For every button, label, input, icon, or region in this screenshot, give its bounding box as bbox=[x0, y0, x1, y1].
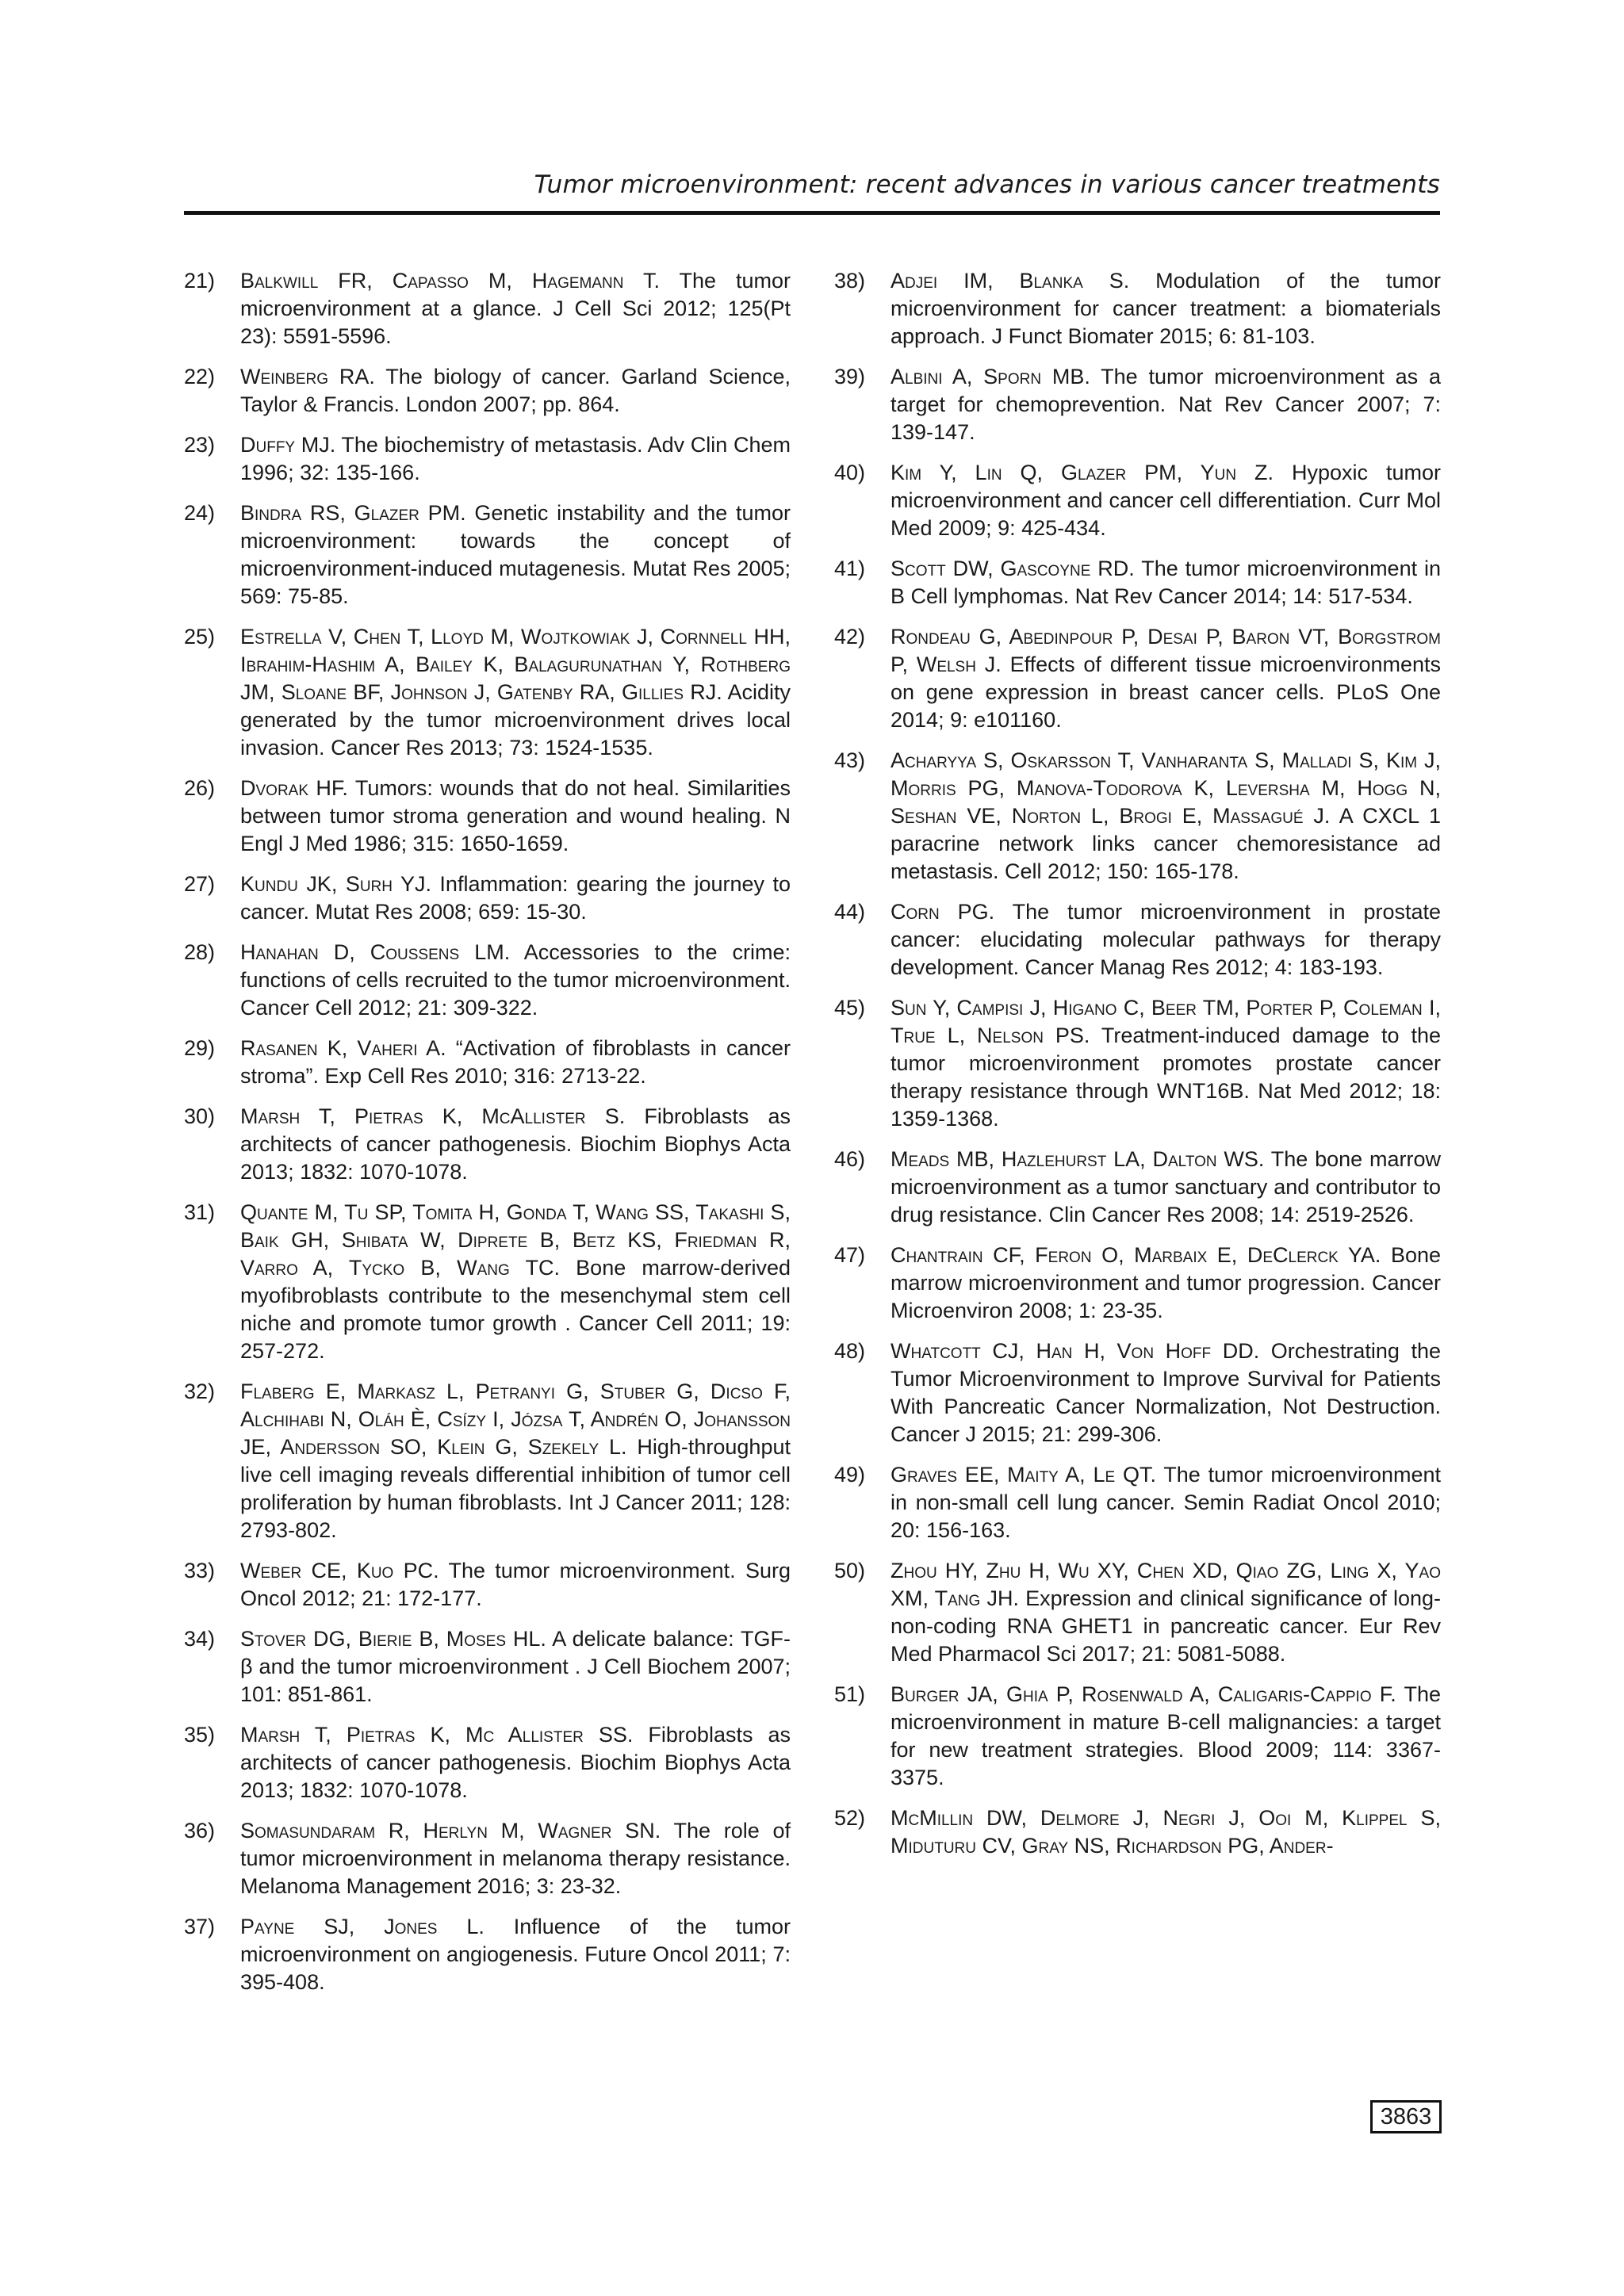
reference-entry bbox=[184, 267, 791, 350]
reference-details: “Activation of fibroblasts in cancer stroma”. Exp Cell Res 2010; 316: 2713-22. bbox=[240, 1036, 791, 1088]
reference-number: 28) bbox=[184, 940, 216, 964]
reference-details: The tumor microenvironment in prostate cancer: elucidating molecular pathways for therapy development. Cancer Manag Res 2012; 4: 183-193. bbox=[891, 900, 1442, 979]
reference-number: 34) bbox=[184, 1627, 216, 1651]
reference-entry bbox=[834, 459, 1441, 542]
reference-entry bbox=[834, 898, 1441, 982]
reference-number: 42) bbox=[834, 625, 866, 649]
reference-number: 29) bbox=[184, 1036, 216, 1060]
reference-citation bbox=[240, 1199, 791, 1365]
reference-entry bbox=[834, 363, 1441, 446]
reference-details: Bone marrow-derived myofibroblasts contribute to the mesenchymal stem cell niche and promote tumor growth . Cancer Cell 2011; 19: 257-272. bbox=[240, 1256, 791, 1363]
reference-entry bbox=[184, 1103, 791, 1186]
running-title: Tumor microenvironment: recent advances in various cancer treatments bbox=[534, 170, 1440, 199]
reference-entry bbox=[184, 1378, 791, 1544]
reference-details: Bone marrow microenvironment and tumor progression. Cancer Microenviron 2008; 1: 23-35. bbox=[891, 1243, 1442, 1322]
reference-authors: McMillin DW, Delmore J, Negri J, Ooi M, Klippel S, Miduturu CV, Gray NS, Richardson PG, Ander- bbox=[891, 1806, 1441, 1858]
reference-authors: Burger JA, Ghia P, Rosenwald A, Caligaris-Cappio F. bbox=[891, 1682, 1396, 1706]
reference-number: 38) bbox=[834, 269, 866, 293]
reference-entry bbox=[184, 1817, 791, 1900]
reference-citation bbox=[240, 1103, 791, 1186]
reference-entry bbox=[184, 623, 791, 762]
reference-citation bbox=[240, 499, 791, 610]
reference-details: The role of tumor microenvironment in melanoma therapy resistance. Melanoma Management 2016; 3: 23-32. bbox=[240, 1819, 791, 1898]
reference-authors: Bindra RS, Glazer PM. bbox=[240, 501, 466, 525]
reference-number: 48) bbox=[834, 1339, 866, 1363]
reference-entry bbox=[184, 775, 791, 858]
reference-number: 32) bbox=[184, 1380, 216, 1403]
reference-details: The biochemistry of metastasis. Adv Clin Chem 1996; 32: 135-166. bbox=[240, 433, 791, 484]
reference-number: 40) bbox=[834, 461, 866, 484]
reference-number: 22) bbox=[184, 365, 216, 388]
reference-entry bbox=[184, 1913, 791, 1996]
reference-authors: Whatcott CJ, Han H, Von Hoff DD. bbox=[891, 1339, 1260, 1363]
reference-authors: Somasundaram R, Herlyn M, Wagner SN. bbox=[240, 1819, 661, 1843]
reference-entry bbox=[184, 871, 791, 926]
reference-authors: Weber CE, Kuo PC. bbox=[240, 1559, 439, 1582]
header-rule bbox=[184, 211, 1440, 215]
reference-details: Fibroblasts as architects of cancer pathogenesis. Biochim Biophys Acta 2013; 1832: 1070-1078. bbox=[240, 1723, 791, 1802]
reference-citation bbox=[891, 1804, 1441, 1860]
references-right-column bbox=[834, 267, 1441, 1873]
reference-details: The tumor microenvironment in non-small cell lung cancer. Semin Radiat Oncol 2010; 20: 156-163. bbox=[891, 1463, 1441, 1542]
reference-authors: Adjei IM, Blanka S. bbox=[891, 269, 1130, 293]
reference-citation bbox=[240, 363, 791, 419]
reference-number: 21) bbox=[184, 269, 216, 293]
reference-citation bbox=[240, 623, 791, 762]
reference-entry bbox=[184, 1035, 791, 1090]
reference-authors: Duffy MJ. bbox=[240, 433, 336, 457]
reference-authors: Balkwill FR, Capasso M, Hagemann T. bbox=[240, 269, 660, 293]
reference-authors: Albini A, Sporn MB. bbox=[891, 365, 1090, 388]
reference-authors: Quante M, Tu SP, Tomita H, Gonda T, Wang SS, Takashi S, Baik GH, Shibata W, Diprete B, Betz KS, Friedman R, Varro A, Tycko B, Wang TC. bbox=[240, 1200, 791, 1280]
reference-authors: Scott DW, Gascoyne RD. bbox=[891, 557, 1135, 580]
reference-details: A delicate balance: TGF-β and the tumor microenvironment . J Cell Biochem 2007; 101: 851-861. bbox=[240, 1627, 791, 1706]
reference-details: Inflammation: gearing the journey to cancer. Mutat Res 2008; 659: 15-30. bbox=[240, 872, 791, 924]
reference-entry bbox=[834, 1461, 1441, 1544]
reference-citation bbox=[891, 1681, 1441, 1792]
reference-citation bbox=[891, 1146, 1441, 1229]
reference-citation bbox=[891, 898, 1441, 982]
reference-details: The microenvironment in mature B-cell malignancies: a target for new treatment strategies. Blood 2009; 114: 3367-3375. bbox=[891, 1682, 1441, 1789]
reference-number: 47) bbox=[834, 1243, 866, 1267]
reference-number: 31) bbox=[184, 1200, 216, 1224]
reference-authors: Stover DG, Bierie B, Moses HL. bbox=[240, 1627, 546, 1651]
reference-entry bbox=[834, 1337, 1441, 1448]
reference-details: Influence of the tumor microenvironment on angiogenesis. Future Oncol 2011; 7: 395-408. bbox=[240, 1915, 791, 1994]
reference-authors: Chantrain CF, Feron O, Marbaix E, DeClerck YA. bbox=[891, 1243, 1381, 1267]
reference-details: The tumor microenvironment as a target for chemoprevention. Nat Rev Cancer 2007; 7: 139-147. bbox=[891, 365, 1441, 444]
reference-entry bbox=[834, 1146, 1441, 1229]
reference-authors: Estrella V, Chen T, Lloyd M, Wojtkowiak J, Cornnell HH, Ibrahim-Hashim A, Bailey K, Balagurunathan Y, Rothberg JM, Sloane BF, Johnson J, Gatenby RA, Gillies RJ. bbox=[240, 625, 791, 704]
reference-number: 23) bbox=[184, 433, 216, 457]
reference-number: 51) bbox=[834, 1682, 866, 1706]
reference-entry bbox=[184, 1199, 791, 1365]
reference-details: Accessories to the crime: functions of cells recruited to the tumor microenvironment. Cancer Cell 2012; 21: 309-322. bbox=[240, 940, 791, 1020]
reference-details: Modulation of the tumor microenvironment for cancer treatment: a biomaterials approach. J Funct Biomater 2015; 6: 81-103. bbox=[891, 269, 1441, 348]
reference-citation bbox=[240, 1035, 791, 1090]
reference-authors: Rasanen K, Vaheri A. bbox=[240, 1036, 446, 1060]
reference-citation bbox=[891, 459, 1441, 542]
reference-number: 33) bbox=[184, 1559, 216, 1582]
reference-authors: Rondeau G, Abedinpour P, Desai P, Baron VT, Borgstrom P, Welsh J. bbox=[891, 625, 1441, 676]
reference-entry bbox=[834, 1804, 1441, 1860]
reference-number: 39) bbox=[834, 365, 866, 388]
reference-citation bbox=[240, 1817, 791, 1900]
reference-citation bbox=[240, 1378, 791, 1544]
reference-citation bbox=[891, 747, 1441, 886]
reference-details: Orchestrating the Tumor Microenvironment to Improve Survival for Patients With Pancreatic Cancer Normalization, Not Destruction. Cancer J 2015; 21: 299-306. bbox=[891, 1339, 1441, 1446]
reference-citation bbox=[240, 939, 791, 1022]
reference-details: Fibroblasts as architects of cancer pathogenesis. Biochim Biophys Acta 2013; 1832: 1070-1078. bbox=[240, 1104, 791, 1184]
reference-entry bbox=[184, 939, 791, 1022]
reference-details: Tumors: wounds that do not heal. Similarities between tumor stroma generation and wound healing. N Engl J Med 1986; 315: 1650-1659. bbox=[240, 776, 791, 855]
reference-number: 41) bbox=[834, 557, 866, 580]
reference-number: 43) bbox=[834, 748, 866, 772]
reference-details: The tumor microenvironment at a glance. J Cell Sci 2012; 125(Pt 23): 5591-5596. bbox=[240, 269, 791, 348]
reference-number: 24) bbox=[184, 501, 216, 525]
reference-citation bbox=[240, 431, 791, 487]
reference-details: High-throughput live cell imaging reveals differential inhibition of tumor cell proliferation by human fibroblasts. Int J Cancer 2011; 128: 2793-802. bbox=[240, 1435, 791, 1542]
reference-details: The tumor microenvironment. Surg Oncol 2012; 21: 172-177. bbox=[240, 1559, 791, 1610]
reference-citation bbox=[240, 775, 791, 858]
reference-details: The biology of cancer. Garland Science, Taylor & Francis. London 2007; pp. 864. bbox=[240, 365, 791, 416]
reference-number: 37) bbox=[184, 1915, 216, 1938]
reference-citation bbox=[891, 1242, 1441, 1325]
reference-entry bbox=[184, 1625, 791, 1709]
reference-entry bbox=[184, 363, 791, 419]
reference-number: 25) bbox=[184, 625, 216, 649]
reference-citation bbox=[891, 1337, 1441, 1448]
reference-authors: Acharyya S, Oskarsson T, Vanharanta S, Malladi S, Kim J, Morris PG, Manova-Todorova K, Leversha M, Hogg N, Seshan VE, Norton L, Brogi E, Massagué J. bbox=[891, 748, 1441, 828]
reference-citation bbox=[891, 623, 1441, 734]
reference-citation bbox=[240, 1625, 791, 1709]
reference-citation bbox=[240, 871, 791, 926]
reference-number: 26) bbox=[184, 776, 216, 800]
reference-number: 50) bbox=[834, 1559, 866, 1582]
reference-details: Acidity generated by the tumor microenvironment drives local invasion. Cancer Res 2013; 73: 1524-1535. bbox=[240, 680, 791, 760]
reference-citation bbox=[891, 267, 1441, 350]
reference-authors: Dvorak HF. bbox=[240, 776, 348, 800]
reference-authors: Marsh T, Pietras K, McAllister S. bbox=[240, 1104, 626, 1128]
reference-entry bbox=[184, 1721, 791, 1804]
reference-citation bbox=[891, 1461, 1441, 1544]
reference-authors: Weinberg RA. bbox=[240, 365, 375, 388]
reference-authors: Flaberg E, Markasz L, Petranyi G, Stuber G, Dicso F, Alchihabi N, Oláh È, Csízy I, Józsa T, Andrén O, Johansson JE, Andersson SO, Klein G, Szekely L. bbox=[240, 1380, 791, 1459]
reference-citation bbox=[891, 363, 1441, 446]
reference-entry bbox=[834, 994, 1441, 1133]
reference-details: Genetic instability and the tumor microenvironment: towards the concept of microenvironment-induced mutagenesis. Mutat Res 2005; 569: 75-85. bbox=[240, 501, 791, 608]
reference-authors: Corn PG. bbox=[891, 900, 995, 924]
reference-details: Effects of different tissue microenvironments on gene expression in breast cancer cells. PLoS One 2014; 9: e101160. bbox=[891, 652, 1442, 732]
reference-authors: Sun Y, Campisi J, Higano C, Beer TM, Porter P, Coleman I, True L, Nelson PS. bbox=[891, 996, 1441, 1047]
reference-citation bbox=[240, 1721, 791, 1804]
reference-authors: Graves EE, Maity A, Le QT. bbox=[891, 1463, 1156, 1487]
reference-details: A CXCL 1 paracrine network links cancer chemoresistance ad metastasis. Cell 2012; 150: 165-178. bbox=[891, 804, 1441, 883]
reference-entry bbox=[834, 747, 1441, 886]
reference-entry bbox=[834, 1242, 1441, 1325]
reference-authors: Meads MB, Hazlehurst LA, Dalton WS. bbox=[891, 1147, 1265, 1171]
reference-authors: Kundu JK, Surh YJ. bbox=[240, 872, 431, 896]
reference-authors: Hanahan D, Coussens LM. bbox=[240, 940, 511, 964]
page-number: 3863 bbox=[1370, 2100, 1442, 2133]
reference-authors: Kim Y, Lin Q, Glazer PM, Yun Z. bbox=[891, 461, 1274, 484]
reference-details: The tumor microenvironment in B Cell lymphomas. Nat Rev Cancer 2014; 14: 517-534. bbox=[891, 557, 1441, 608]
reference-authors: Payne SJ, Jones L. bbox=[240, 1915, 485, 1938]
reference-authors: Marsh T, Pietras K, Mc Allister SS. bbox=[240, 1723, 634, 1747]
reference-citation bbox=[240, 1557, 791, 1613]
reference-details: Hypoxic tumor microenvironment and cancer cell differentiation. Curr Mol Med 2009; 9: 425-434. bbox=[891, 461, 1441, 540]
references-left-column bbox=[184, 267, 791, 2009]
reference-number: 49) bbox=[834, 1463, 866, 1487]
reference-entry bbox=[184, 1557, 791, 1613]
reference-citation bbox=[240, 267, 791, 350]
reference-entry bbox=[834, 1557, 1441, 1668]
reference-details: Expression and clinical significance of long-non-coding RNA GHET1 in pancreatic cancer. Eur Rev Med Pharmacol Sci 2017; 21: 5081-5088. bbox=[891, 1586, 1442, 1666]
reference-citation bbox=[891, 994, 1441, 1133]
reference-entry bbox=[834, 555, 1441, 610]
reference-number: 36) bbox=[184, 1819, 216, 1843]
reference-number: 45) bbox=[834, 996, 866, 1020]
reference-details: The bone marrow microenvironment as a tumor sanctuary and contributor to drug resistance. Clin Cancer Res 2008; 14: 2519-2526. bbox=[891, 1147, 1441, 1226]
reference-citation bbox=[891, 555, 1441, 610]
reference-entry bbox=[834, 623, 1441, 734]
reference-number: 44) bbox=[834, 900, 866, 924]
reference-number: 35) bbox=[184, 1723, 216, 1747]
reference-citation bbox=[891, 1557, 1441, 1668]
reference-entry bbox=[834, 1681, 1441, 1792]
reference-entry bbox=[184, 431, 791, 487]
reference-number: 27) bbox=[184, 872, 216, 896]
reference-citation bbox=[240, 1913, 791, 1996]
reference-number: 46) bbox=[834, 1147, 866, 1171]
reference-entry bbox=[834, 267, 1441, 350]
reference-entry bbox=[184, 499, 791, 610]
reference-number: 52) bbox=[834, 1806, 866, 1830]
reference-details: Treatment-induced damage to the tumor microenvironment promotes prostate cancer therapy resistance through WNT16B. Nat Med 2012; 18: 1359-1368. bbox=[891, 1024, 1441, 1131]
reference-number: 30) bbox=[184, 1104, 216, 1128]
reference-authors: Zhou HY, Zhu H, Wu XY, Chen XD, Qiao ZG, Ling X, Yao XM, Tang JH. bbox=[891, 1559, 1441, 1610]
